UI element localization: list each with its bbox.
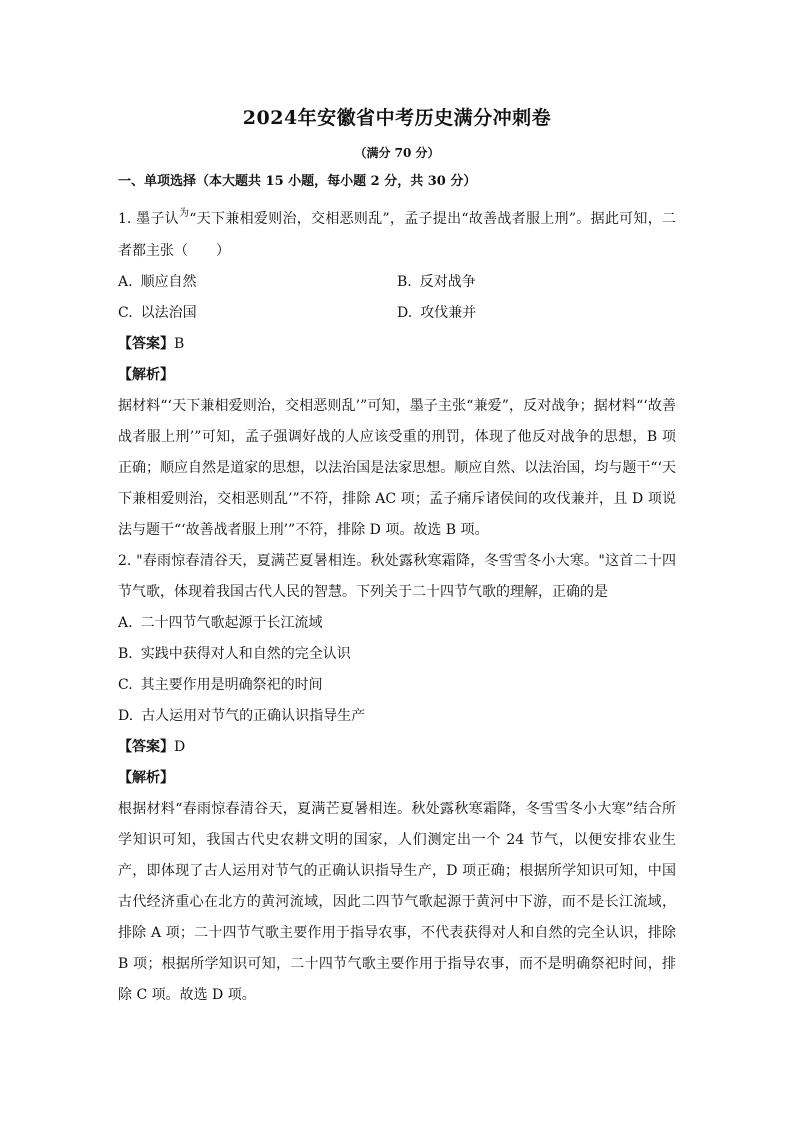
question-1-answer: [118, 329, 676, 360]
option-letter: A.: [118, 615, 133, 631]
section-heading: 一、单项选择（本大题共 15 小题，每小题 2 分，共 30 分）: [118, 174, 477, 189]
question-1-options: [118, 267, 676, 329]
answer-value: D: [174, 739, 186, 755]
answer-value: B: [174, 336, 185, 352]
option-text: 顺应自然: [140, 274, 197, 290]
option-text: 二十四节气歌起源于长江流域: [140, 615, 323, 631]
question-1-option-a: [118, 267, 397, 298]
question-1-option-d: [397, 298, 676, 329]
question-2-analysis: 根据材料“春雨惊春清谷天，夏满芒夏暑相连。秋处露秋寒霜降，冬雪雪冬小大寒”结合所学知识可知，我国古代史农耕文明的国家，人们测定出一个 24 节气，以便安排农业生产，即体现了古人运用对节气的正确认识指导生产，D 项正确；根据所学知识可知，中国古代经济重心在北方的黄河流域，因此二四节气歌起源于黄河中下游，而不是长江流域，排除 A 项；二十四节气歌主要作用于指导农事，不代表获得对人和自然的完全认识，排除 B 项；根据所学知识可知，二十四节气歌主要作用于指导农事，而不是明确祭祀时间，排除 C 项。故选 D 项。: [118, 801, 676, 1003]
question-1-stem-part-b: “天下兼相爱则治，交相恶则乱”，孟子提出“故善战者服上刑”。据此可知，二者都主张（ ）: [118, 211, 677, 259]
option-text: 攻伐兼并: [420, 305, 477, 321]
question-1-option-c: [118, 298, 397, 329]
question-2: [118, 546, 676, 1011]
question-2-stem-text: "春雨惊春清谷天，夏满芒夏暑相连。秋处露秋寒霜降，冬雪雪冬小大寒。"这首二十四节气歌，体现着我国古代人民的智慧。下列关于二十四节气歌的理解，正确的是: [118, 553, 676, 600]
option-letter: D.: [397, 305, 413, 321]
question-2-option-c: [118, 670, 676, 701]
answer-label: 【答案】: [118, 336, 174, 352]
question-2-option-d: [118, 701, 676, 732]
option-letter: D.: [118, 708, 134, 724]
option-text: 反对战争: [419, 274, 476, 290]
option-letter: C.: [118, 305, 133, 321]
question-2-option-b: [118, 639, 676, 670]
option-letter: A.: [118, 274, 133, 290]
option-letter: B.: [397, 274, 412, 290]
question-1-stem-superscript: 为: [178, 208, 190, 219]
question-1: [118, 204, 676, 546]
question-1-stem: [118, 204, 676, 267]
exam-title: 2024年安徽省中考历史满分冲刺卷: [242, 107, 552, 129]
question-1-stem-part-a: 墨子认: [136, 211, 179, 227]
question-2-option-a: [118, 608, 676, 639]
option-text: 其主要作用是明确祭祀的时间: [140, 677, 323, 693]
total-score-note: （满分 70 分）: [354, 146, 440, 160]
question-1-analysis-label: 【解析】: [118, 367, 174, 383]
question-2-number: 2.: [118, 553, 132, 569]
option-text: 古人运用对节气的正确认识指导生产: [141, 708, 366, 724]
question-2-answer: [118, 732, 676, 763]
option-text: 实践中获得对人和自然的完全认识: [140, 646, 351, 662]
question-1-analysis: 据材料“‘天下兼相爱则治，交相恶则乱’”可知，墨子主张“兼爱”，反对战争；据材料“‘故善战者服上刑’”可知，孟子强调好战的人应该受重的刑罚，体现了他反对战争的思想，B 项正确；顺应自然是道家的思想，以法治国是法家思想。顺应自然、以法治国，均与题干“‘天下兼相爱则治，交相恶则乱’”不符，排除 AC 项；孟子痛斥诸侯间的攻伐兼并，且 D 项说法与题干“‘故善战者服上刑’”不符，排除 D 项。故选 B 项。: [118, 398, 676, 538]
option-text: 以法治国: [140, 305, 197, 321]
question-2-stem: [118, 546, 676, 608]
option-letter: C.: [118, 677, 133, 693]
question-2-analysis-label: 【解析】: [118, 770, 174, 786]
option-letter: B.: [118, 646, 133, 662]
question-1-number: 1.: [118, 211, 132, 227]
question-1-option-b: [397, 267, 676, 298]
question-2-options: [118, 608, 676, 732]
answer-label: 【答案】: [118, 739, 174, 755]
